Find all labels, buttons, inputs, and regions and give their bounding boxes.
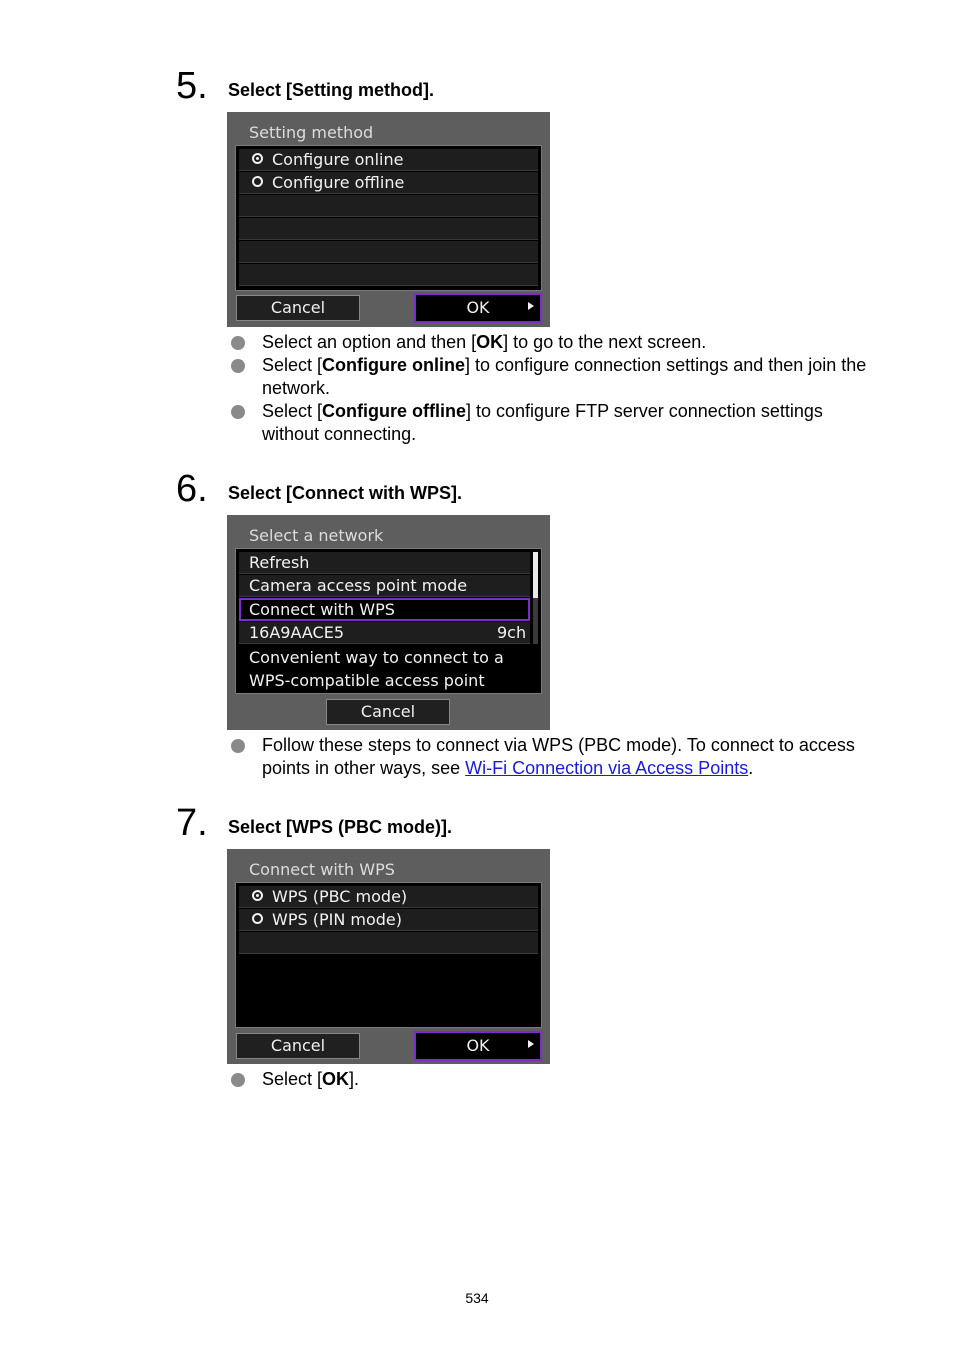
step-5-bullets: [230, 331, 870, 446]
channel-label: 9ch: [497, 623, 527, 642]
page-number: 534: [465, 1290, 489, 1306]
options-panel: [235, 882, 542, 1028]
option-configure-offline[interactable]: [239, 172, 538, 194]
empty-row: [239, 218, 538, 240]
text: Follow these steps to connect via WPS (PBC mode). To connect to access points in other ways, see: [262, 735, 855, 778]
empty-row: [239, 264, 538, 286]
option-label: WPS (PBC mode): [272, 887, 408, 906]
setting-method-screen: [227, 112, 550, 327]
ok-button[interactable]: [414, 1031, 542, 1061]
network-list-panel: [235, 548, 542, 694]
bullet-icon: [231, 336, 245, 350]
item-label: Connect with WPS: [249, 600, 395, 619]
text: Select an option and then [: [262, 332, 477, 352]
option-configure-online[interactable]: [239, 149, 538, 171]
triangle-right-icon: [528, 302, 534, 310]
empty-row: [239, 195, 538, 217]
bullet-icon: [231, 405, 245, 419]
step-7-bullets: [230, 1068, 870, 1091]
step-title-6: Select [Connect with WPS].: [228, 483, 463, 503]
cancel-button[interactable]: Cancel: [236, 1033, 360, 1059]
text: Select [: [262, 1069, 323, 1089]
text: Select [: [262, 355, 323, 375]
step-title-5: Select [Setting method].: [228, 80, 435, 100]
bold-text: Configure offline: [322, 401, 467, 421]
description-line-1: Convenient way to connect to a: [249, 648, 504, 667]
list-item: [230, 354, 870, 400]
option-wps-pbc-mode[interactable]: [239, 886, 538, 908]
bullet-icon: [231, 739, 245, 753]
bold-text: Configure online: [322, 355, 466, 375]
screen-title: Setting method: [249, 123, 374, 142]
scrollbar-thumb[interactable]: [533, 552, 538, 598]
radio-selected-icon: [252, 890, 263, 901]
cancel-button[interactable]: Cancel: [326, 699, 450, 725]
list-item: [230, 734, 870, 780]
list-item-refresh[interactable]: [239, 552, 530, 574]
option-label: Configure online: [272, 150, 404, 169]
description-line-2: WPS-compatible access point: [249, 671, 485, 690]
list-item: [230, 1068, 870, 1091]
radio-unselected-icon: [252, 913, 263, 924]
list-item-network-16a9aace5[interactable]: [239, 622, 530, 644]
text: .: [748, 758, 754, 778]
bold-text: OK: [476, 332, 504, 352]
option-label: Configure offline: [272, 173, 405, 192]
list-item-connect-with-wps[interactable]: [239, 598, 530, 621]
item-label: Camera access point mode: [249, 576, 468, 595]
connect-with-wps-screen: [227, 849, 550, 1064]
step-number-5: 5.: [176, 65, 208, 107]
item-label: Refresh: [249, 553, 310, 572]
step-title-7: Select [WPS (PBC mode)].: [228, 817, 453, 837]
cancel-button[interactable]: Cancel: [236, 295, 360, 321]
option-label: WPS (PIN mode): [272, 910, 402, 929]
bullet-icon: [231, 1073, 245, 1087]
screen-title: Connect with WPS: [249, 860, 395, 879]
empty-row: [239, 241, 538, 263]
list-item-camera-access-point-mode[interactable]: [239, 575, 530, 597]
text: Select [: [262, 401, 323, 421]
list-item: [230, 331, 870, 354]
scrollbar[interactable]: [533, 552, 538, 644]
step-6-bullets: [230, 734, 870, 780]
option-wps-pin-mode[interactable]: [239, 909, 538, 931]
empty-row: [239, 932, 538, 954]
text: ] to configure connection settings and then join the network.: [262, 355, 867, 398]
item-label: 16A9AACE5: [249, 623, 344, 642]
step-number-7: 7.: [176, 802, 208, 844]
ok-button[interactable]: [414, 293, 542, 323]
radio-selected-icon: [252, 153, 263, 164]
triangle-right-icon: [528, 1040, 534, 1048]
list-item: [230, 400, 870, 446]
radio-unselected-icon: [252, 176, 263, 187]
ok-label: OK: [466, 298, 490, 317]
wifi-connection-link[interactable]: Wi-Fi Connection via Access Points: [465, 758, 749, 778]
bullet-icon: [231, 359, 245, 373]
options-panel: [235, 145, 542, 291]
text: ] to go to the next screen.: [503, 332, 707, 352]
ok-label: OK: [466, 1036, 490, 1055]
text: ].: [349, 1069, 360, 1089]
step-number-6: 6.: [176, 468, 208, 510]
text: ] to configure FTP server connection settings without connecting.: [262, 401, 823, 444]
screen-title: Select a network: [249, 526, 384, 545]
bold-text: OK: [322, 1069, 350, 1089]
select-network-screen: [227, 515, 550, 730]
